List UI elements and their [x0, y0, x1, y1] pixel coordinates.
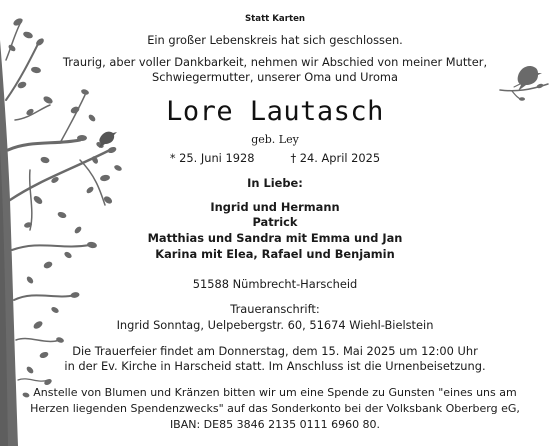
- mourner-name: Ingrid und Hermann: [210, 200, 340, 214]
- address-value: Ingrid Sonntag, Uelpebergstr. 60, 51674 Wiehl-Bielstein: [116, 318, 434, 332]
- death-date: † 24. April 2025: [290, 151, 381, 165]
- service-line-2: in der Ev. Kirche in Harscheid statt. Im Anschluss ist die Urnenbeisetzung.: [64, 359, 486, 373]
- mourner-name: Matthias und Sandra mit Emma und Jan: [147, 231, 403, 245]
- maiden-name: geb. Ley: [251, 133, 299, 146]
- intro-line-2: Traurig, aber voller Dankbarkeit, nehmen wir Abschied von meiner Mutter,: [62, 55, 488, 69]
- mourners-heading: In Liebe:: [247, 176, 303, 190]
- donation-line-2: Herzen liegenden Spendenzwecks" auf das Sonderkonto bei der Volksbank Oberberg eG,: [30, 402, 520, 415]
- donation-line-1: Anstelle von Blumen und Kränzen bitten wir um eine Spende zu Gunsten "eines uns am: [33, 386, 517, 399]
- address-label: Traueranschrift:: [230, 302, 320, 316]
- intro-line-1: Ein großer Lebenskreis hat sich geschlossen.: [147, 33, 403, 47]
- deceased-name: Lore Lautasch: [166, 96, 384, 127]
- donation-iban: IBAN: DE85 3846 2135 0111 6960 80.: [169, 418, 381, 431]
- birth-date: * 25. Juni 1928: [169, 151, 255, 165]
- service-line-1: Die Trauerfeier findet am Donnerstag, dem 15. Mai 2025 um 12:00 Uhr: [72, 344, 478, 358]
- intro-line-3: Schwiegermutter, unserer Oma und Uroma: [152, 70, 398, 84]
- life-dates: [0, 151, 550, 165]
- mourner-name: Patrick: [252, 215, 298, 229]
- mourner-name: Karina mit Elea, Rafael und Benjamin: [155, 247, 395, 261]
- mourners-place: 51588 Nümbrecht-Harscheid: [192, 277, 358, 291]
- header-label: Statt Karten: [244, 14, 306, 24]
